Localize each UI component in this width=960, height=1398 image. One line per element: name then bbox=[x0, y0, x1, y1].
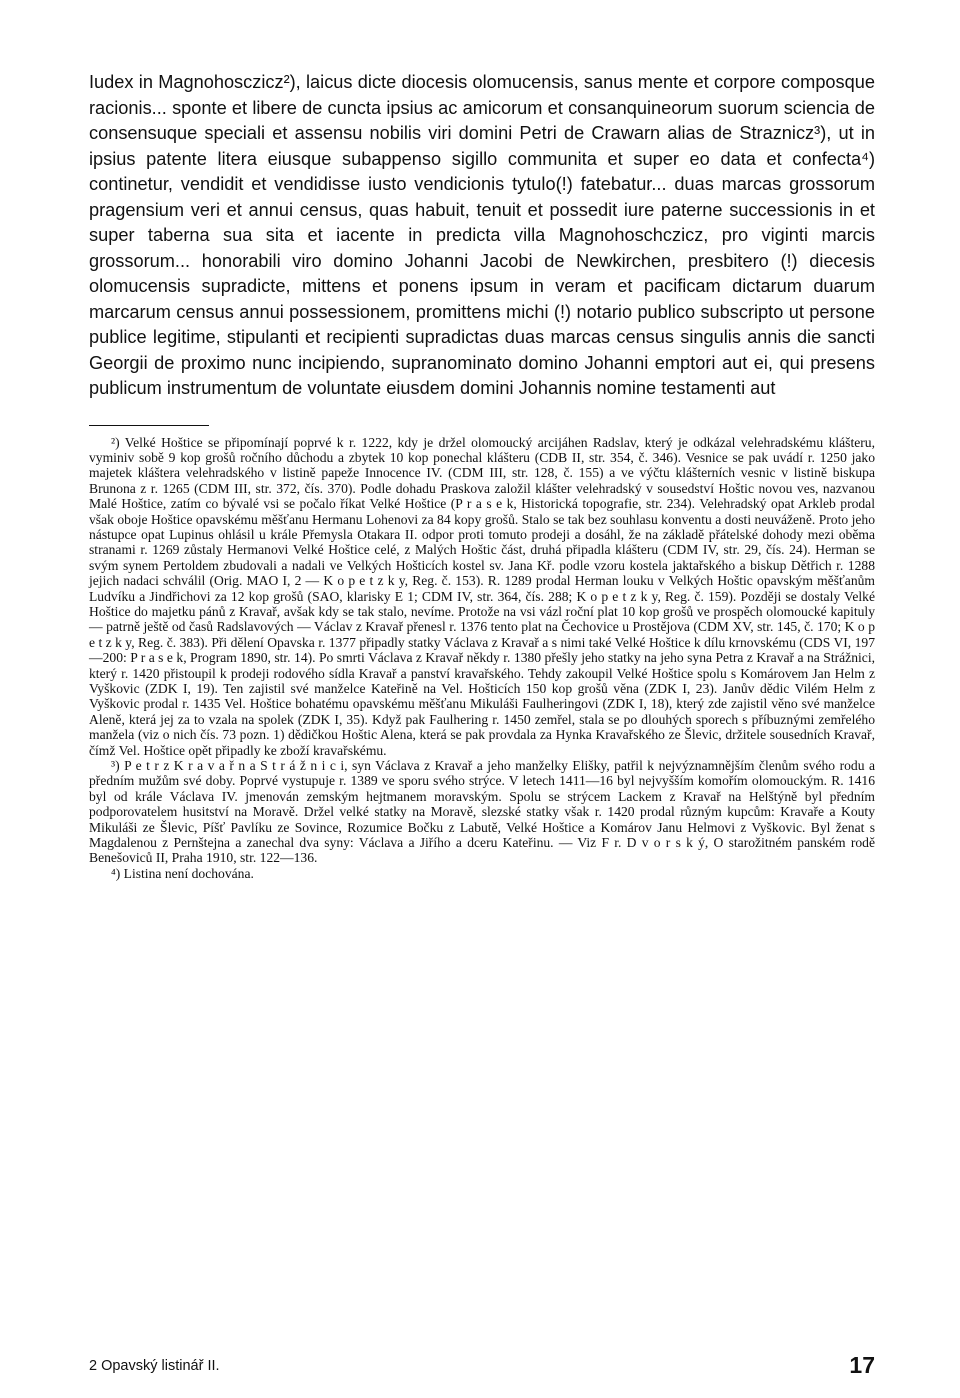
footnote-2: ²) Velké Hoštice se připomínají poprvé k r. 1222, kdy je držel olomoucký arcijáhen Radslav, který je odkázal velehradskému klášteru, vyminiv sobě 9 kop grošů ročního důchodu a zbytek 10 kop ponechal klášteru (CDB II, str. 354, č. 346). Vesnice se pak uvádí r. 1250 jako majetek kláštera velehradského v listině papeže Innocence IV. (CDM III, str. 128, č. 155) a ve výčtu klášterních vesnic v listině biskupa Brunona z r. 1265 (CDM III, str. 372, čís. 370). Podle dohadu Praskova založil klášter velehradský v sousedství Hoštic novou ves, nazvanou Malé Hoštice, zatím co bývalé vsi se počalo říkat Velké Hoštice (P r a s e k, Historická topografie, str. 234). Velehradský opat Arkleb prodal však oboje Hoštice opavskému měšťanu Hermanu Lohenovi za 84 kopy grošů. Stalo se tak bez souhlasu konventu a dosti neuváženě. Proto jeho nástupce opat Lupinus ohlásil u krále Přemysla Otakara II. odpor proti tomuto prodeji a dosáhl, že na základě přátelské dohody mezi oběma stranami r. 1269 zůstaly Hermanovi Velké Hoštice celé, z Malých Hoštic část, druhá připadla klášteru (CDM IV, str. 29, čís. 24). Herman se svým synem Pertoldem zbudovali a nadali ve Velkých Hošticích kostel sv. Jana Kř. podle vzoru kostela jaktařského a biskup Dětřich r. 1288 jejich nadaci schválil (Orig. MAO I, 2 — K o p e t z k y, Reg. č. 153). R. 1289 prodal Herman louku v Velkých Hoštic opavským měšťanům Ludvíku a Jindřichovi za 12 kop grošů (SAO, klarisky E 1; CDM IV, str. 364, čís. 288; K o p e t z k y, Reg. č. 159). Později se dostaly Velké Hoštice do majetku pánů z Kravař, avšak kdy se tak stalo, nevíme. Protože na vsi vázl roční plat 10 kop grošů ve prospěch olomoucké kapituly — patrně ještě od časů Radslavových — Václav z Kravař přenesl r. 1376 tento plat na Čechovice u Prostějova (CDM XV, str. 145, č. 170; K o p e t z k y, Reg. č. 383). Při dělení Opavska r. 1377 připadly statky Václava z Kravař a s nimi také Velké Hoštice k dílu krnovskému (CDS VI, 197—200: P r a s e k, Program 1890, str. 14). Po smrti Václava z Kravař někdy r. 1380 přešly jeho statky na jeho syna Petra z Kravař a na Strážnici, který r. 1420 přistoupil k prodeji rodového sídla Kravař a panství kravařského. Tehdy zakoupil Velké Hoštice spolu s Komárovem Jan Helm z Vyškovic (ZDK I, 19). Ten zajistil své manželce Kateřině na Vel. Hošticích 150 kop grošů věna (ZDK I, 23). Janův dědic Vilém Helm z Vyškovic prodal r. 1435 Vel. Hoštice bohatému opavskému měšťanu Mikuláši Faulheringovi (ZDK I, 18), který zde zajistil věno své manželce Aleně, která jej za to vzala na spolek (ZDK I, 35). Když pak Faulhering r. 1450 zemřel, stala se po dlouhých sporech s příbuznými zemřelého manžela (viz o nich čís. 73 pozn. 1) dědičkou Hoštic Alena, která se pak provdala za Hynka Kravařského ze Šlevic, držitele sousedních Kravař, čímž Vel. Hoštice opět připadly ke zboží kravařskému. bbox=[89, 434, 875, 758]
page-number: 17 bbox=[849, 1352, 875, 1378]
page-footer bbox=[89, 1352, 875, 1380]
footnote-separator bbox=[89, 425, 209, 426]
footnote-4: ⁴) Listina není dochována. bbox=[111, 865, 254, 881]
page-content bbox=[89, 70, 875, 881]
main-paragraph: Iudex in Magnohosczicz²), laicus dicte diocesis olomucensis, sanus mente et corpore composque racionis... sponte et libere de cuncta ipsius ac amicorum et consanquineorum suorum sciencia de consensuque speciali et assensu nobilis viri domini Petri de Crawarn alias de Straznicz³), ut in ipsius patente litera eiusque subappenso sigillo communita et super eo data et confecta⁴) continetur, vendidit et vendidisse iusto vendicionis tytulo(!) fatebatur... duas marcas grossorum pragensium veri et annui census, quas habuit, tenuit et possedit iure paterne successionis in et super taberna sua sita et iacente in predicta villa Magnohoschczicz, pro viginti marcis grossorum... honorabili viro domino Johanni Jacobi de Newkirchen, presbitero (!) diecesis olomucensis supradicte, mittens et ponens ipsum in veram et pacificam dictarum duarum marcarum census annui possessionem, promittens michi (!) notario publico subscripto ut persone publice legitime, stipulanti et recipienti supradictas duas marcas census singulis annis die sancti Georgii de proximo nunc incipiendo, supranominato domino Johanni emptori aut ei, qui presens publicum instrumentum de voluntate eiusdem domini Johannis nomine testamenti aut bbox=[89, 72, 875, 398]
footnote-3: ³) P e t r z K r a v a ř n a S t r á ž n i c i, syn Václava z Kravař a jeho manželky Elišky, patřil k nejvýznamnějším členům svého rodu a předním mužům své doby. Poprvé vystupuje r. 1389 ve sporu svého strýce. V letech 1411—16 byl nejvyšším komořím olomouckým. R. 1416 byl od krále Václava IV. jmenován zemským hejtmanem moravským. Spolu se strýcem Lackem z Kravař na Helštýně byl předním podporovatelem husitství na Moravě. Držel velké statky na Moravě, slezské statky však r. 1420 prodal různým kupcům: Kravaře a Kouty Mikuláši ze Šlevic, Píšť Pavlíku ze Sovince, Rozumice Bočku z Labutě, Velké Hoštice a Komárov Janu Helmovi z Vyškovic. Byl ženat s Magdalenou z Pernštejna a zanechal dva syny: Václava a Jiřího a dceru Kateřinu. — Viz F r. D v o r s k ý, O starožitném panském rodě Benešoviců II, Praha 1910, str. 122—136. bbox=[89, 758, 875, 866]
print-signature: 2 Opavský listinář II. bbox=[89, 1358, 220, 1374]
main-text bbox=[89, 70, 875, 402]
footnotes bbox=[89, 435, 875, 882]
